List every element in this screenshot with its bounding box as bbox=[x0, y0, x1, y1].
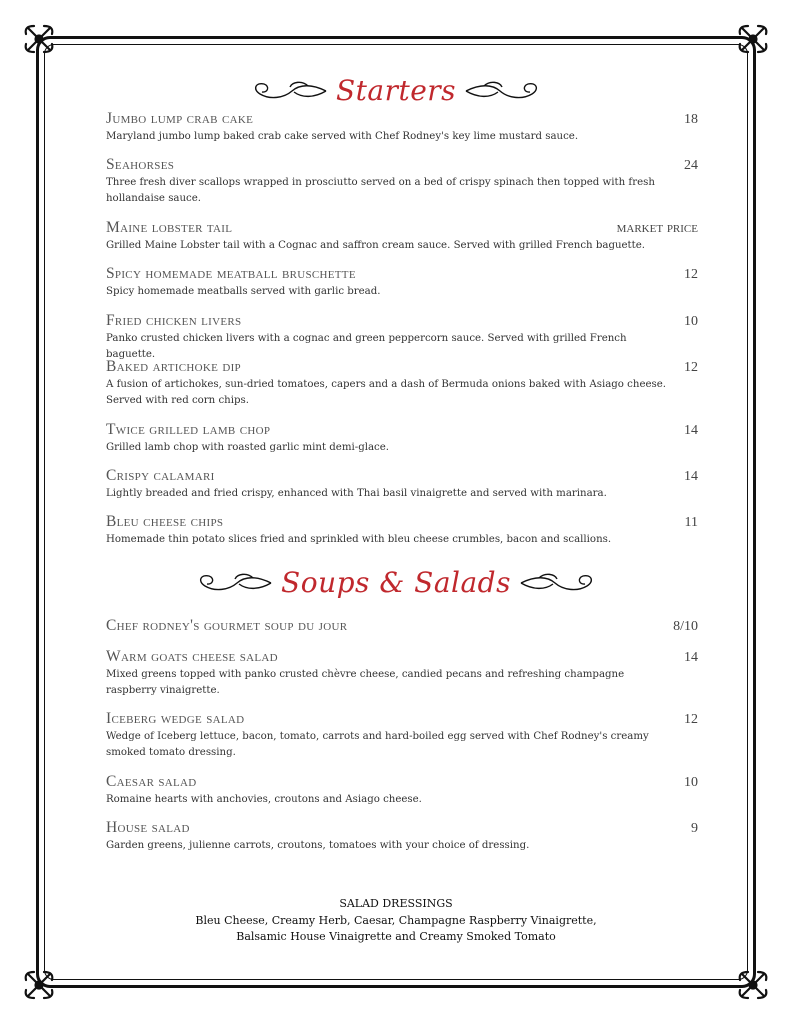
item-name: Twice grilled lamb chop bbox=[106, 421, 271, 438]
item-price: 8/10 bbox=[673, 619, 698, 634]
item-name: Seahorses bbox=[106, 156, 175, 173]
item-price: 14 bbox=[684, 650, 698, 665]
item-name: Chef rodney's gourmet soup du jour bbox=[106, 617, 348, 634]
menu-item bbox=[106, 648, 698, 699]
menu-item bbox=[106, 819, 698, 854]
item-price: 24 bbox=[684, 158, 698, 173]
scroll-flourish-right-icon bbox=[519, 570, 599, 596]
menu-item bbox=[106, 467, 698, 502]
item-price: 11 bbox=[684, 515, 698, 530]
item-name: Maine lobster tail bbox=[106, 219, 233, 236]
section-title: Soups & Salads bbox=[281, 566, 511, 599]
fleur-corner-icon bbox=[22, 22, 56, 56]
menu-item bbox=[106, 156, 698, 207]
item-description: Grilled Maine Lobster tail with a Cognac and saffron cream sauce. Served with grilled French baguette. bbox=[106, 240, 646, 251]
item-description: Maryland jumbo lump baked crab cake served with Chef Rodney's key lime mustard sauce. bbox=[106, 131, 579, 142]
fleur-corner-icon bbox=[736, 968, 770, 1002]
scroll-flourish-right-icon bbox=[464, 78, 544, 104]
item-price: 14 bbox=[684, 469, 698, 484]
fleur-corner-icon bbox=[22, 968, 56, 1002]
item-description: Lightly breaded and fried crispy, enhanced with Thai basil vinaigrette and served with marinara. bbox=[106, 488, 607, 499]
item-description: Spicy homemade meatballs served with garlic bread. bbox=[106, 286, 381, 297]
item-description: Homemade thin potato slices fried and sprinkled with bleu cheese crumbles, bacon and scallions. bbox=[106, 534, 612, 545]
item-price: 12 bbox=[684, 360, 698, 375]
item-name: Warm goats cheese salad bbox=[106, 648, 278, 665]
fleur-corner-icon bbox=[736, 22, 770, 56]
item-name: Fried chicken livers bbox=[106, 312, 242, 329]
item-description: Grilled lamb chop with roasted garlic mint demi-glace. bbox=[106, 442, 390, 453]
item-description: Romaine hearts with anchovies, croutons and Asiago cheese. bbox=[106, 794, 422, 805]
item-price: 10 bbox=[684, 775, 698, 790]
dressings-heading: SALAD DRESSINGS bbox=[339, 897, 453, 910]
item-description: A fusion of artichokes, sun-dried tomatoes, capers and a dash of Bermuda onions baked with Asiago cheese. Served with red corn chips. bbox=[106, 379, 666, 406]
scroll-flourish-left-icon bbox=[248, 78, 328, 104]
menu-item bbox=[106, 421, 698, 456]
dressings-line: Bleu Cheese, Creamy Herb, Caesar, Champagne Raspberry Vinaigrette, bbox=[195, 913, 597, 927]
section-title: Starters bbox=[335, 74, 457, 107]
item-name: Caesar salad bbox=[106, 773, 197, 790]
item-name: Jumbo lump crab cake bbox=[106, 110, 254, 127]
item-description: Garden greens, julienne carrots, croutons, tomatoes with your choice of dressing. bbox=[106, 840, 530, 851]
item-price: market price bbox=[616, 220, 698, 236]
item-name: Crispy calamari bbox=[106, 467, 215, 484]
item-price: 9 bbox=[691, 821, 698, 836]
item-price: 14 bbox=[684, 423, 698, 438]
item-description: Wedge of Iceberg lettuce, bacon, tomato, carrots and hard-boiled egg served with Chef Rodney's creamy smoked tomato dressing. bbox=[106, 731, 649, 758]
menu-item bbox=[106, 110, 698, 145]
item-name: Baked artichoke dip bbox=[106, 358, 241, 375]
item-description: Mixed greens topped with panko crusted chèvre cheese, candied pecans and refreshing champagne raspberry vinaigrette. bbox=[106, 669, 625, 696]
menu-item bbox=[106, 265, 698, 300]
item-name: Spicy homemade meatball bruschette bbox=[106, 265, 356, 282]
menu-item bbox=[106, 312, 698, 363]
item-price: 18 bbox=[684, 112, 698, 127]
item-price: 12 bbox=[684, 267, 698, 282]
item-description: Three fresh diver scallops wrapped in prosciutto served on a bed of crispy spinach then topped with fresh hollandaise sauce. bbox=[106, 177, 655, 204]
soups-salads-heading bbox=[0, 566, 792, 599]
item-price: 12 bbox=[684, 712, 698, 727]
menu-item bbox=[106, 513, 698, 548]
item-name: Iceberg wedge salad bbox=[106, 710, 245, 727]
menu-item bbox=[106, 773, 698, 808]
item-name: Bleu cheese chips bbox=[106, 513, 224, 530]
menu-item bbox=[106, 617, 698, 635]
scroll-flourish-left-icon bbox=[193, 570, 273, 596]
menu-item bbox=[106, 710, 698, 761]
starters-heading bbox=[0, 74, 792, 107]
item-name: House salad bbox=[106, 819, 190, 836]
item-description: Panko crusted chicken livers with a cognac and green peppercorn sauce. Served with grilled French baguette. bbox=[106, 333, 627, 360]
menu-item bbox=[106, 219, 698, 254]
salad-dressings-note bbox=[0, 896, 792, 946]
dressings-line: Balsamic House Vinaigrette and Creamy Smoked Tomato bbox=[236, 930, 556, 943]
item-price: 10 bbox=[684, 314, 698, 329]
menu-item bbox=[106, 358, 698, 409]
